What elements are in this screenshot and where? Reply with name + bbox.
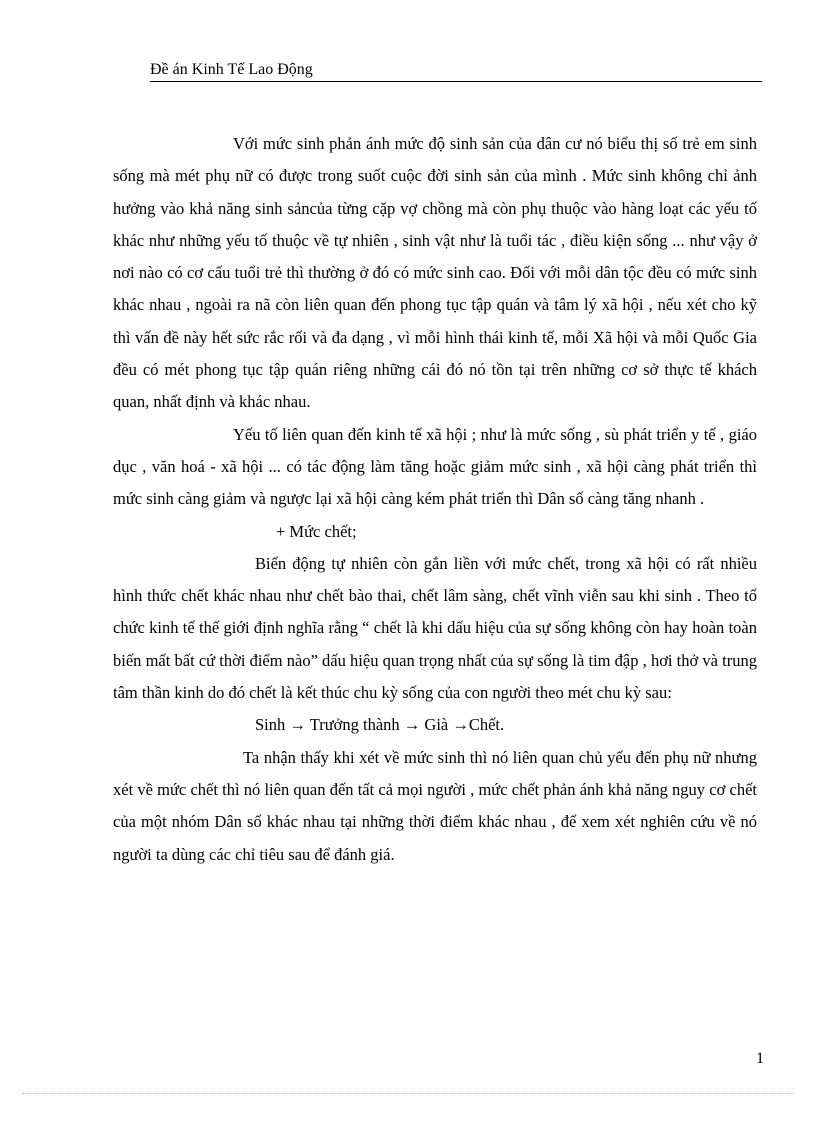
paragraph-death-indicators: Ta nhận thấy khi xét về mức sinh thì nó liên quan chủ yếu đến phụ nữ nhưng xét về mức chết thì nó liên quan đến tất cả mọi người , mức chết phản ánh khả năng nguy cơ chết của một nhóm Dân số khác nhau tại những thời điểm khác nhau , để xem xét nghiên cứu về nó người ta dùng các chỉ tiêu sau để đánh giá. xyxy=(113,747,757,864)
document-body xyxy=(113,128,757,871)
page-number: 1 xyxy=(756,1050,764,1067)
paragraph-birth-rate: Với mức sinh phản ánh mức độ sinh sản của dân cư nó biểu thị số trẻ em sinh sống mà mét phụ nữ có được trong suốt cuộc đời sinh sản của mình . Mức sinh không chỉ ảnh hưởng vào khả năng sinh sảncủa từng cặp vợ chồng mà còn phụ thuộc vào hàng loạt các yếu tố khác như những yếu tố thuộc về tự nhiên , sinh vật như là tuổi tác , điều kiện sống ... như vậy ở nơi nào có cơ cấu tuổi trẻ thì thường ở đó có mức sinh cao. Đối với mỗi dân tộc đều có mức sinh khác nhau , ngoài ra nã còn liên quan đến phong tục tập quán và tâm lý xã hội , nếu xét cho kỹ thì vấn đề này hết sức rắc rối và đa dạng , vì mỗi hình thái kinh tế, mỗi Xã hội và mỗi Quốc Gia đều có mét phong tục tập quán riêng những cái đó nó tồn tại trên những cơ sở thực tế khách quan, nhất định và khác nhau. xyxy=(113,134,757,412)
page-header xyxy=(150,60,762,82)
life-cycle-line: Sinh → Trưởng thành → Già →Chết. xyxy=(255,715,505,735)
header-title: Đề án Kinh Tế Lao Động xyxy=(150,61,313,78)
paragraph-socioeconomic: Yếu tố liên quan đến kinh tế xã hội ; như là mức sống , sù phát triển y tế , giáo dục , văn hoá - xã hội ... có tác động làm tăng hoặc giảm mức sinh , xã hội càng phát triển thì mức sinh càng giảm và ngược lại xã hội càng kém phát triển thì Dân số càng tăng nhanh . xyxy=(113,424,757,509)
page-break-divider xyxy=(22,1093,794,1094)
bullet-death-rate: + Mức chết; xyxy=(276,521,357,541)
paragraph-death-rate: Biến động tự nhiên còn gắn liền với mức chết, trong xã hội có rất nhiều hình thức chết khác nhau như chết bào thai, chết lâm sàng, chết vĩnh viễn sau khi sinh . Theo tổ chức kinh tế thế giới định nghĩa rằng “ chết là khi dấu hiệu của sự sống không còn hay hoàn toàn biến mất bất cứ thời điểm nào” dấu hiệu quan trọng nhất của sự sống là tim đập , hơi thở và trung tâm thần kinh do đó chết là kết thúc chu kỳ sống của con người theo mét chu kỳ sau: xyxy=(113,553,757,703)
